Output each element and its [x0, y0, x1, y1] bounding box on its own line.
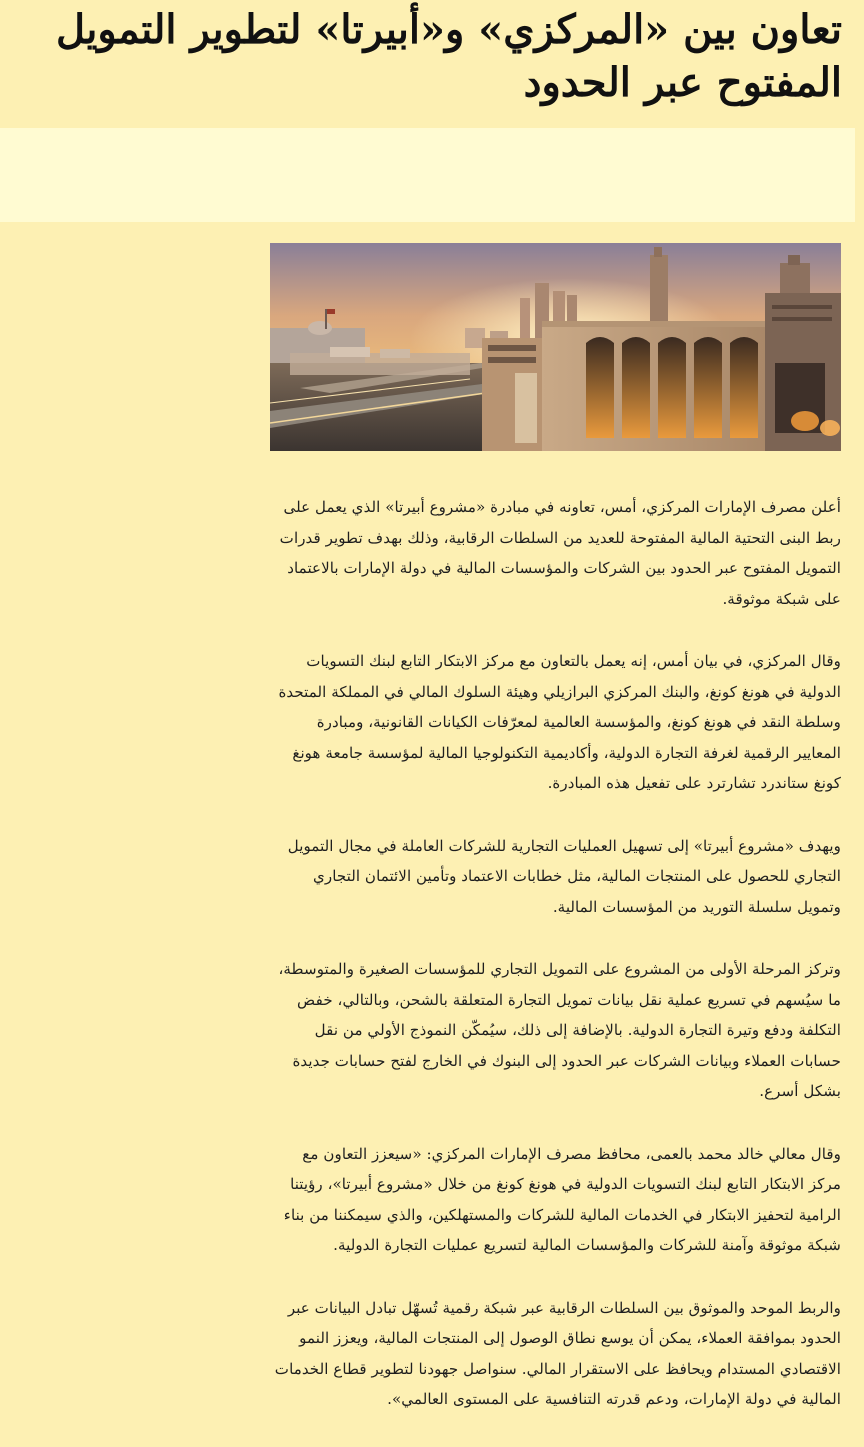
article-paragraph: وقال المركزي، في بيان أمس، إنه يعمل بالتعاون مع مركز الابتكار التابع لبنك التسويات الدولية في هونغ كونغ، والبنك المركزي البرازيلي وهيئة السلوك المالي في المملكة المتحدة وسلطة النقد في هونغ كونغ، والمؤسسة العالمية لمعرّفات الكيانات القانونية، ومبادرة المعايير الرقمية لغرفة التجارة الدولية، وأكاديمية التكنولوجيا المالية لمؤسسة جامعة هونغ كونغ ستاندرد تشارترد على تفعيل هذه المبادرة.: [278, 652, 841, 792]
article-headline: تعاون بين «المركزي» و«أبيرتا» لتطوير التمويل المفتوح عبر الحدود: [55, 6, 842, 106]
hero-photo-abu-dhabi-skyline: [270, 243, 841, 451]
article-paragraph: وتركز المرحلة الأولى من المشروع على التمويل التجاري للمؤسسات الصغيرة والمتوسطة، ما سيُسهم في تسريع عملية نقل بيانات تمويل التجارة المتعلقة بالشحن، وبالتالي، خفض التكلفة ودفع وتيرة التجارة الدولية. بالإضافة إلى ذلك، سيُمكّن النموذج الأولي من نقل حسابات العملاء وبيانات الشركات عبر الحدود إلى البنوك في الخارج لفتح حسابات جديدة بشكل أسرع.: [278, 960, 841, 1100]
ad-banner-placeholder: [0, 128, 855, 222]
article-paragraph: وقال معالي خالد محمد بالعمى، محافظ مصرف الإمارات المركزي: «سيعزز التعاون مع مركز الابتكار التابع لبنك التسويات الدولية في هونغ كونغ من خلال «مشروع أبيرتا»، رؤيتنا الرامية لتحفيز الابتكار في الخدمات المالية للشركات والمستهلكين، والذي سيمكننا من بناء شبكة موثوقة وآمنة للشركات والمؤسسات المالية لتسريع عمليات التجارة الدولية.: [283, 1144, 841, 1254]
article-paragraph: ويهدف «مشروع أبيرتا» إلى تسهيل العمليات التجارية للشركات العاملة في مجال التمويل التجاري للحصول على المنتجات المالية، مثل خطابات الاعتماد وتأمين الائتمان التجاري وتمويل سلسلة التوريد من المؤسسات المالية.: [287, 836, 841, 916]
article-body: [267, 492, 841, 1447]
article-paragraph: أعلن مصرف الإمارات المركزي، أمس، تعاونه في مبادرة «مشروع أبيرتا» الذي يعمل على ربط البنى التحتية المالية المفتوحة للعديد من السلطات الرقابية، وذلك بهدف تطوير قدرات التمويل المفتوح عبر الحدود بين الشركات والمؤسسات المالية في دولة الإمارات بالاعتماد على شبكة موثوقة.: [279, 498, 841, 608]
article-paragraph: والربط الموحد والموثوق بين السلطات الرقابية عبر شبكة رقمية تُسهّل تبادل البيانات عبر الحدود بموافقة العملاء، يمكن أن يوسع نطاق الوصول إلى المنتجات المالية، ويعزز النمو الاقتصادي المستدام ويحافظ على الاستقرار المالي. سنواصل جهودنا لتطوير قطاع الخدمات المالية في دولة الإمارات، ودعم قدرته التنافسية على المستوى العالمي».: [274, 1298, 841, 1408]
